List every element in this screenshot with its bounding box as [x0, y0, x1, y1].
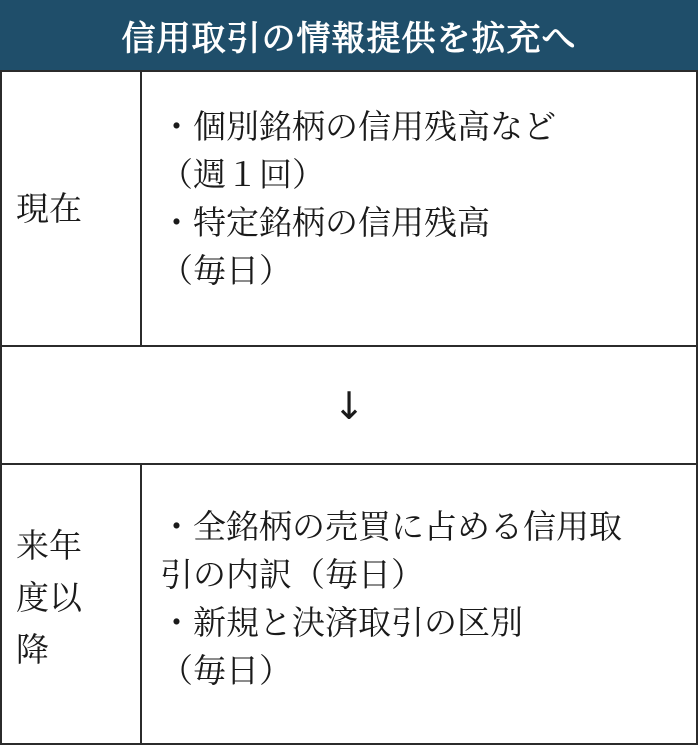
table-title: 信用取引の情報提供を拡充へ: [0, 0, 698, 70]
list-item: ・特定銘柄の信用残高: [160, 203, 490, 242]
list-item: ・個別銘柄の信用残高など: [160, 107, 556, 146]
row-body-next-year: [160, 503, 690, 695]
row-label-text: 現在: [16, 188, 82, 228]
row-label-text: 降: [16, 630, 49, 669]
row-label-next-year: [0, 520, 141, 700]
row-body-current: [160, 103, 690, 295]
row-label-current: [0, 72, 141, 345]
list-item: （毎日）: [160, 651, 292, 690]
list-item: ・全銘柄の売買に占める信用取: [160, 507, 622, 546]
row-label-text: 度以: [16, 578, 82, 617]
down-arrow-icon: ↓: [333, 384, 365, 428]
row-label-text: 来年: [16, 526, 82, 565]
list-item: ・新規と決済取引の区別: [160, 603, 523, 642]
list-item: （週１回）: [160, 155, 325, 194]
list-item: （毎日）: [160, 251, 292, 290]
list-item: 引の内訳（毎日）: [160, 555, 424, 594]
